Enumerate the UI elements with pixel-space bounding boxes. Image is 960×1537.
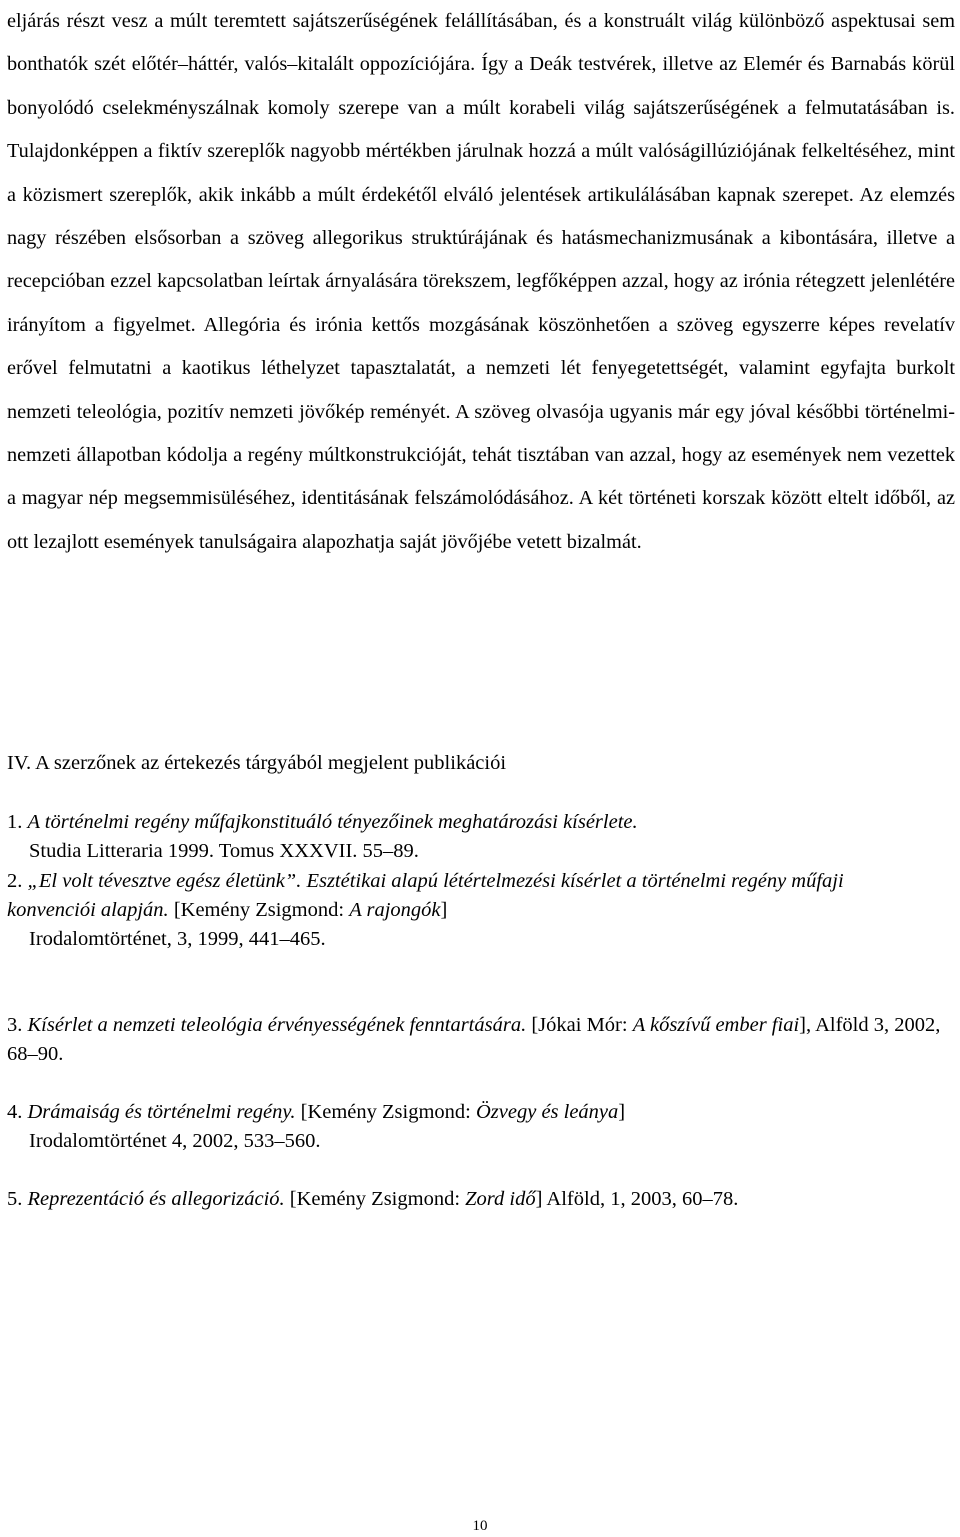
publication-number: 2.	[7, 870, 23, 892]
publication-title: Reprezentáció és allegorizáció.	[27, 1188, 285, 1210]
paragraph-segment: A szöveg olvasója ugyanis már egy jóval későbbi történelmi-nemzeti állapotban kódolja a regény múltkonstrukcióját, tehát tisztában van azzal, hogy az események nem vezettek a magyar nép megsemmisüléséhez, identitásának felszámolódásához.	[7, 400, 955, 510]
publication-item	[7, 1098, 947, 1156]
publication-number: 4.	[7, 1101, 23, 1123]
publication-source: Studia Litteraria 1999. Tomus XXXVII. 55–89.	[29, 840, 419, 862]
publication-bracket-open: [	[289, 1188, 297, 1210]
paragraph-segment: Tulajdonképpen a fiktív szereplők nagyobb mértékben járulnak hozzá a múlt valóságillúziójának felkeltéséhez, mint a közismert szereplők, akik inkább a múlt érdekétől elváló jelentések artikulálásában kapnak szerepet.	[7, 140, 955, 206]
publication-source: , Alföld 3, 2002, 68–90.	[7, 1014, 941, 1065]
publication-bracket-close: ]	[535, 1188, 543, 1210]
publication-work-title: Zord idő	[465, 1188, 536, 1210]
publication-author-subject: Kemény Zsigmond:	[307, 1101, 476, 1123]
publication-number: 3.	[7, 1014, 23, 1036]
publication-author-subject: Kemény Zsigmond:	[180, 899, 350, 921]
publication-work-title: A kőszívű ember fiai	[632, 1014, 800, 1036]
publication-work-title: A rajongók	[349, 899, 441, 921]
publication-bracket-open: [	[531, 1014, 539, 1036]
paragraph-segment: A két történeti korszak között eltelt időből, az ott lezajlott események tanulságaira alapozhatja saját jövőjébe vetett bizalmát.	[7, 487, 956, 553]
publication-title: „El volt tévesztve egész életünk”. Esztétikai alapú létértelmezési kísérlet a történelmi regény műfaji konvenciói alapján.	[7, 870, 844, 921]
publication-bracket-close: ]	[618, 1101, 626, 1123]
paragraph-segment: eljárás részt vesz a múlt teremtett sajátszerűségének felállításában, és a konstruált világ különböző aspektusai sem bonthatók szét előtér–háttér, valós–kitalált oppozíciójára. Így a Deák testvérek, illetve az Elemér és Barnabás körül bonyolódó cselekményszálnak komoly szerepe van a múlt korabeli világ sajátszerűségének a felmutatásában is.	[7, 10, 955, 119]
paragraph-segment: Az elemzés nagy részében elsősorban a szöveg allegorikus struktúrájának és hatásmechanizmusának a kibontására, illetve a recepcióban ezzel kapcsolatban leírtak árnyalására törekszem, legfőképpen azzal, hogy az irónia rétegzett jelenlétére irányítom a figyelmet.	[7, 183, 956, 336]
publication-title: Drámaiság és történelmi regény.	[27, 1101, 296, 1123]
publication-item	[7, 1011, 952, 1069]
publication-source: Alföld, 1, 2003, 60–78.	[542, 1188, 739, 1210]
publication-bracket-open: [	[300, 1101, 308, 1123]
publication-author-subject: Jókai Mór:	[538, 1014, 633, 1036]
publication-title: Kísérlet a nemzeti teleológia érvényességének fenntartására.	[27, 1014, 527, 1036]
publication-number: 5.	[7, 1188, 23, 1210]
document-page	[7, 0, 955, 564]
section-heading: IV. A szerzőnek az értekezés tárgyából megjelent publikációi	[7, 752, 507, 774]
publication-item	[7, 867, 907, 954]
page-number: 10	[472, 1518, 488, 1534]
publication-number: 1.	[7, 811, 23, 833]
paragraph-segment: Allegória és irónia kettős mozgásának köszönhetően a szöveg egyszerre képes revelatív erővel felmutatni a kaotikus léthelyzet tapasztalatát, a nemzeti lét fenyegetettségét, valamint egyfajta burkolt nemzeti teleológia, pozitív nemzeti jövőkép reményét.	[7, 313, 956, 423]
publication-item	[7, 808, 947, 866]
publication-work-title: Özvegy és leánya	[475, 1101, 619, 1123]
publication-bracket-close: ]	[799, 1014, 806, 1036]
publication-item	[7, 1185, 947, 1214]
publication-title: A történelmi regény műfajkonstituáló tényezőinek meghatározási kísérlete.	[27, 811, 638, 833]
publication-bracket-open: [	[173, 899, 181, 921]
body-paragraph	[7, 0, 955, 564]
publication-author-subject: Kemény Zsigmond:	[296, 1188, 466, 1210]
publication-bracket-close: ]	[440, 899, 448, 921]
publication-source: Irodalomtörténet, 3, 1999, 441–465.	[29, 928, 326, 950]
publication-source: Irodalomtörténet 4, 2002, 533–560.	[29, 1130, 321, 1152]
